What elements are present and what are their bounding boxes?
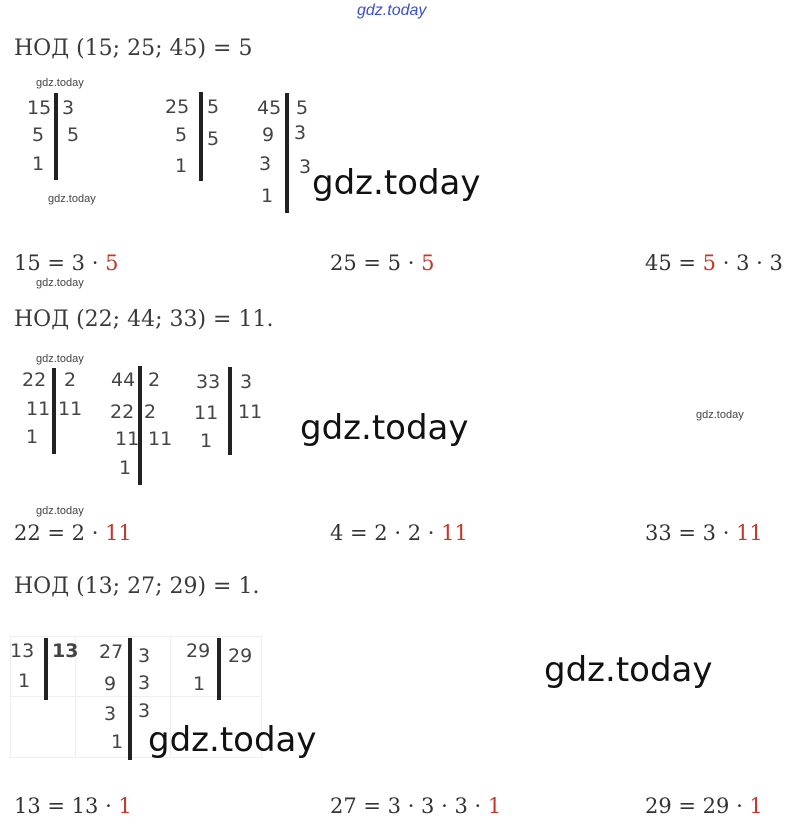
dividend: 1	[26, 426, 39, 448]
equation: 25 = 5 · 5	[330, 251, 435, 275]
divider-line	[228, 367, 232, 455]
divisor: 5	[207, 128, 220, 150]
dividend: 3	[259, 153, 272, 175]
dividend: 33	[196, 371, 221, 393]
divisor: 29	[228, 645, 253, 667]
dividend: 45	[257, 97, 282, 119]
small-watermark: gdz.today	[48, 193, 96, 205]
equation: 33 = 3 · 11	[645, 521, 763, 545]
divisor: 13	[52, 640, 79, 662]
equation: 13 = 13 · 1	[14, 794, 132, 818]
equation: 29 = 29 · 1	[645, 794, 763, 818]
dividend: 5	[175, 124, 188, 146]
divider-line	[285, 93, 289, 213]
equation: 4 = 2 · 2 · 11	[330, 521, 468, 545]
dividend: 15	[27, 97, 52, 119]
divider-line	[52, 368, 56, 454]
dividend: 1	[261, 185, 274, 207]
divisor: 2	[148, 369, 161, 391]
dividend: 1	[111, 731, 124, 753]
big-watermark: gdz.today	[544, 650, 713, 690]
small-watermark: gdz.today	[36, 505, 84, 517]
equation: 15 = 3 · 5	[14, 251, 119, 275]
small-watermark: gdz.today	[36, 77, 84, 89]
divider-line	[44, 638, 48, 700]
divisor: 11	[148, 428, 173, 450]
dividend: 22	[110, 401, 135, 423]
problem-2-header: НОД (22; 44; 33) = 11.	[14, 307, 274, 332]
dividend: 1	[200, 430, 213, 452]
top-watermark[interactable]: gdz.today	[357, 2, 427, 19]
divider-line	[199, 92, 203, 181]
dividend: 1	[18, 670, 31, 692]
dividend: 13	[10, 640, 35, 662]
equation: 27 = 3 · 3 · 3 · 1	[330, 794, 502, 818]
divider-line	[138, 366, 142, 485]
dividend: 3	[104, 703, 117, 725]
divider-line	[128, 638, 132, 760]
small-watermark: gdz.today	[696, 409, 744, 421]
dividend: 22	[22, 369, 47, 391]
dividend: 29	[186, 640, 211, 662]
big-watermark: gdz.today	[300, 408, 469, 448]
small-watermark: gdz.today	[36, 277, 84, 289]
problem-3-header: НОД (13; 27; 29) = 1.	[14, 574, 260, 599]
equation: 45 = 5 · 3 · 3	[645, 251, 783, 275]
divisor: 3	[299, 156, 312, 178]
dividend: 1	[175, 155, 188, 177]
problem-1-header: НОД (15; 25; 45) = 5	[14, 36, 253, 61]
dividend: 27	[99, 641, 124, 663]
dividend: 1	[119, 457, 132, 479]
big-watermark: gdz.today	[312, 163, 481, 203]
dividend: 11	[115, 428, 140, 450]
divisor: 3	[240, 371, 253, 393]
divisor: 3	[62, 97, 75, 119]
divisor: 3	[138, 645, 151, 667]
divider-line	[54, 93, 58, 180]
dividend: 44	[111, 369, 136, 391]
dividend: 5	[32, 124, 45, 146]
dividend: 9	[262, 124, 275, 146]
divisor: 3	[138, 672, 151, 694]
divisor: 3	[294, 122, 307, 144]
dividend: 11	[26, 398, 51, 420]
divisor: 5	[296, 97, 309, 119]
dividend: 25	[165, 96, 190, 118]
dividend: 1	[32, 153, 45, 175]
divisor: 5	[67, 124, 80, 146]
equation: 22 = 2 · 11	[14, 521, 132, 545]
divisor: 3	[138, 700, 151, 722]
big-watermark: gdz.today	[148, 720, 317, 760]
divider-line	[217, 638, 221, 700]
divisor: 5	[207, 96, 220, 118]
dividend: 11	[194, 402, 219, 424]
divisor: 2	[64, 369, 77, 391]
small-watermark: gdz.today	[36, 353, 84, 365]
divisor: 11	[58, 398, 83, 420]
dividend: 9	[104, 673, 117, 695]
divisor: 11	[238, 401, 263, 423]
dividend: 1	[193, 673, 206, 695]
divisor: 2	[144, 401, 157, 423]
